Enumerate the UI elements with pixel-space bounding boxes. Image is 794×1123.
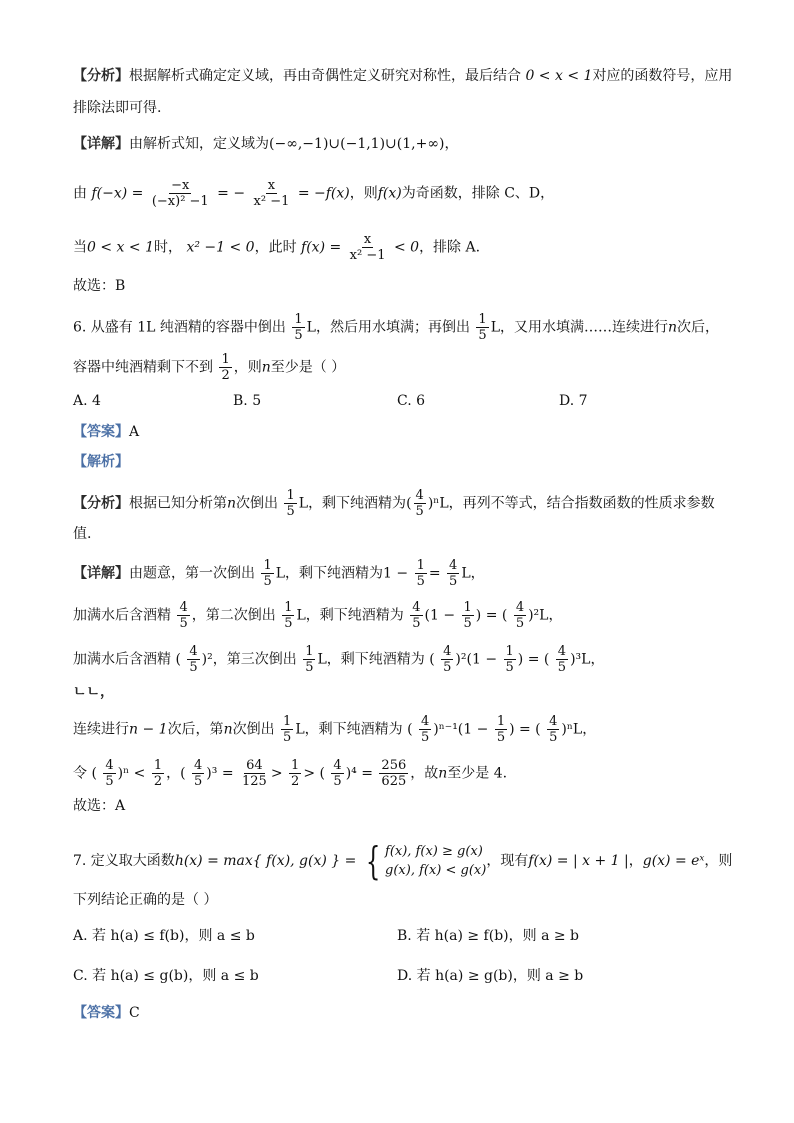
fraction: $\frac{4}{5}$ (194, 758, 203, 789)
fraction: $\frac{1}{5}$ (463, 600, 472, 631)
detail-tag: 【详解】 (73, 136, 129, 152)
q7-option-a: A. 若 h(a) ≤ f(b)，则 a ≤ b (73, 928, 255, 944)
q6-option-d: D. 7 (559, 393, 588, 409)
fraction: $\frac{1}{5}$ (305, 644, 314, 675)
q6-option-b: B. 5 (233, 393, 262, 409)
fraction: $\frac{4}{5}$ (515, 600, 525, 631)
q6-detail-line1: 【详解】由题意，第一次倒出 $\frac{1}{5}$ L，剩下纯酒精为1 − $\frac{1}{5}$ = $\frac{4}{5}$ L， (73, 558, 485, 589)
left-brace: { (365, 839, 381, 883)
fraction: $\frac{1}{5}$ (283, 714, 292, 745)
fraction: $\frac{4}{5}$ (415, 488, 424, 519)
p5-detail-line3: 当0 < x < 1时， x² −1 < 0，此时 f(x) = $\frac{x}{\text{x² −1}}$ < 0，排除 A. (73, 232, 481, 263)
fraction: $\frac{1}{5}$ (496, 714, 506, 745)
fraction: $\frac{1}{5}$ (286, 488, 295, 519)
fraction: $\frac{4}{5}$ (412, 600, 421, 631)
fraction: $\frac{1}{2}$ (291, 758, 300, 789)
fraction: $\frac{256}{625}$ (381, 758, 407, 789)
q7-option-d: D. 若 h(a) ≥ g(b)，则 a ≥ b (397, 968, 584, 984)
fraction: $\frac{-x}{\text{(−x)² −1}}$ (151, 178, 209, 209)
p5-analysis-line1: 【分析】根据解析式确定定义域，再由奇偶性定义研究对称性，最后结合 0 < x < 1对应的函数符号，应用 (73, 68, 733, 84)
fraction: $\frac{4}{5}$ (557, 644, 567, 675)
fraction: $\frac{1}{2}$ (153, 758, 163, 789)
q7-stem-line1: 7. 定义取大函数h(x) = max{ f(x), g(x) } = { f(x), f(x) ≥ g(x) g(x), f(x) < g(x) ，现有f(x) = | x + 1 |，g(x) = eˣ，则 (73, 839, 733, 883)
fraction: $\frac{1}{5}$ (284, 600, 293, 631)
fraction: $\frac{4}{5}$ (421, 714, 430, 745)
q6-analysis-line1: 【分析】根据已知分析第n次倒出 $\frac{1}{5}$ L，剩下纯酒精为( $\frac{4}{5}$ )ⁿL，再列不等式，结合指数函数的性质求参数 (73, 488, 715, 519)
fraction: $\frac{4}{5}$ (443, 644, 452, 675)
fraction: $\frac{4}{5}$ (449, 558, 458, 589)
fraction: $\frac{1}{2}$ (221, 352, 230, 383)
q6-detail-line3: 加满水后含酒精 ( $\frac{4}{5}$ )²，第三次倒出 $\frac{1}{5}$ L，剩下纯酒精为 ( $\frac{4}{5}$ )²(1 − $\frac{1}{5}$ ) = ( $\frac{4}{5}$ )³L， (73, 644, 605, 675)
fraction: $\frac{4}{5}$ (333, 758, 342, 789)
piecewise-cases: f(x), f(x) ≥ g(x) g(x), f(x) < g(x) (385, 844, 487, 878)
q6-ellipsis: ㄴㄴ， (73, 684, 115, 700)
fraction: $\frac{x}{\text{x² −1}}$ (349, 232, 386, 263)
answer-tag: 【答案】 (73, 424, 129, 440)
p5-detail-line2: 由 f(−x) = $\frac{-x}{\text{(−x)² −1}}$ = − $\frac{x}{\text{x² −1}}$ = −f(x)，则f(x)为奇函数，排除 C、D， (73, 178, 555, 209)
fraction: $\frac{4}{5}$ (189, 644, 198, 675)
q6-detail-line6: 令 ( $\frac{4}{5}$ )ⁿ < $\frac{1}{2}$ ，( $\frac{4}{5}$ )³ = $\frac{64}{125}$ > $\frac{1}{2}$ > ( $\frac{4}{5}$ )⁴ = $\frac{256}{625}$ ，故n至少是 4. (73, 758, 508, 789)
q6-stem-line1: 6. 从盛有 1L 纯酒精的容器中倒出 $\frac{1}{5}$ L，然后用水填满；再倒出 $\frac{1}{5}$ L，又用水填满……连续进行n次后， (73, 312, 720, 343)
q6-answer: 【答案】A (73, 424, 140, 440)
p5-analysis-line2: 排除法即可得. (73, 100, 162, 116)
fraction: $\frac{1}{5}$ (294, 312, 303, 343)
p5-answer: 故选：B (73, 278, 126, 294)
q7-option-b: B. 若 h(a) ≥ f(b)，则 a ≥ b (397, 928, 580, 944)
q7-answer: 【答案】C (73, 1005, 140, 1021)
jiexi-tag: 【解析】 (73, 454, 129, 470)
answer-tag: 【答案】 (73, 1005, 129, 1021)
fraction: $\frac{64}{125}$ (242, 758, 267, 789)
analysis-tag: 【分析】 (73, 68, 129, 84)
q7-option-c: C. 若 h(a) ≤ g(b)，则 a ≤ b (73, 968, 259, 984)
q6-detail-line2: 加满水后含酒精 $\frac{4}{5}$ ，第二次倒出 $\frac{1}{5}$ L，剩下纯酒精为 $\frac{4}{5}$ (1 − $\frac{1}{5}$ ) = ( $\frac{4}{5}$ )²L， (73, 600, 563, 631)
fraction: $\frac{4}{5}$ (179, 600, 188, 631)
p5-detail-line1: 【详解】由解析式知，定义域为(−∞,−1)∪(−1,1)∪(1,+∞)， (73, 136, 459, 152)
q6-answer-line: 故选：A (73, 798, 126, 814)
fraction: $\frac{4}{5}$ (549, 714, 558, 745)
q6-option-a: A. 4 (73, 393, 101, 409)
fraction: $\frac{1}{5}$ (505, 644, 514, 675)
q6-jiexi (73, 452, 734, 472)
q6-analysis-line2: 值. (73, 526, 92, 542)
fraction: $\frac{1}{5}$ (478, 312, 487, 343)
q7-stem-line2: 下列结论正确的是（ ） (73, 892, 218, 908)
q6-option-c: C. 6 (397, 393, 426, 409)
q6-detail-line5: 连续进行n − 1次后，第n次倒出 $\frac{1}{5}$ L，剩下纯酒精为 ( $\frac{4}{5}$ )ⁿ⁻¹(1 − $\frac{1}{5}$ ) = ( $\frac{4}{5}$ )ⁿL， (73, 714, 597, 745)
fraction: $\frac{x}{\text{x² −1}}$ (253, 178, 290, 209)
fraction: $\frac{4}{5}$ (105, 758, 114, 789)
fraction: $\frac{1}{5}$ (416, 558, 425, 589)
q6-stem-line2: 容器中纯酒精剩下不到 $\frac{1}{2}$ ，则n至少是（ ） (73, 352, 346, 383)
fraction: $\frac{1}{5}$ (263, 558, 272, 589)
